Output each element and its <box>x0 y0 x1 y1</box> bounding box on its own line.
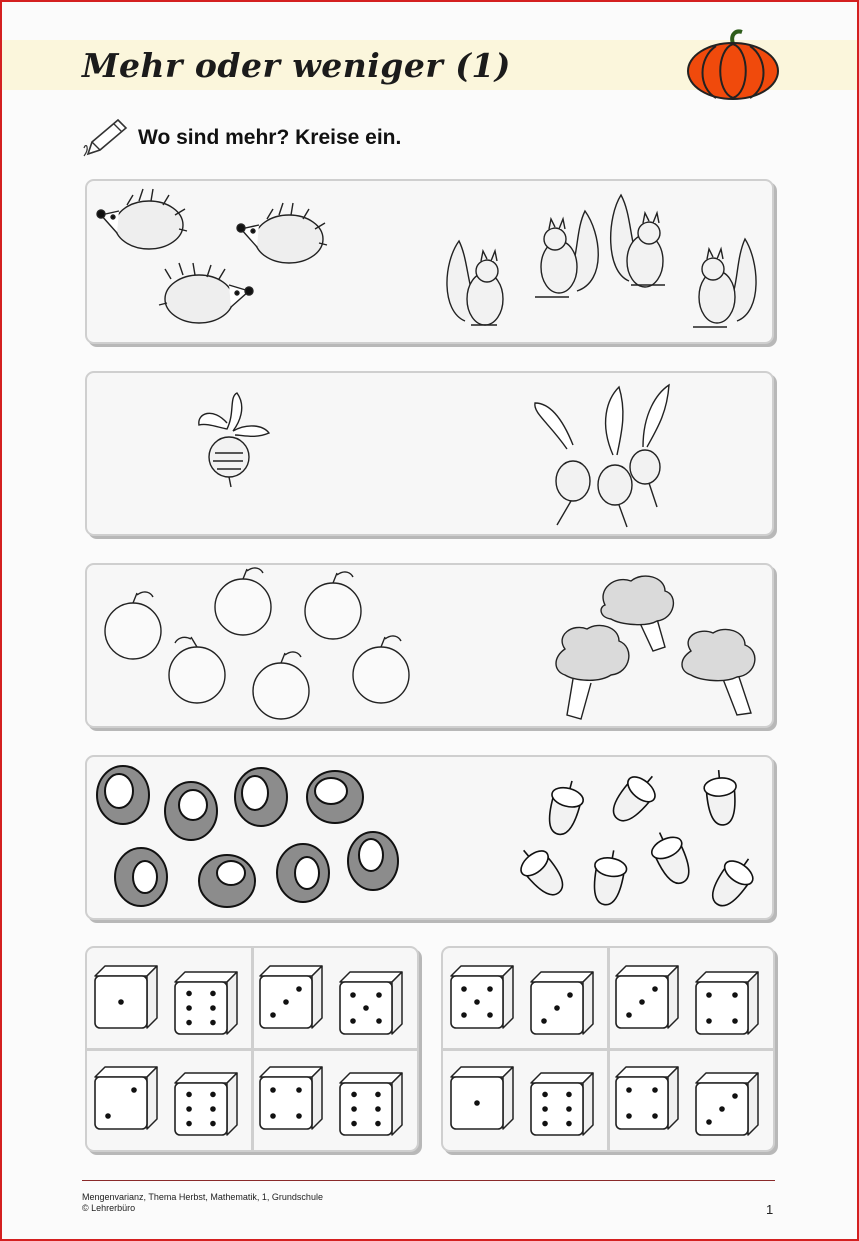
die-pip <box>626 1012 632 1018</box>
chestnut-icon <box>97 766 149 824</box>
die-pip <box>296 1113 302 1119</box>
die-pip <box>270 1113 276 1119</box>
die-icon <box>340 972 402 1034</box>
hedgehog-squirrel-illustration <box>87 181 772 342</box>
chestnut-icon <box>199 855 255 907</box>
comparison-box-apples-cauliflower <box>85 563 774 728</box>
die-pip <box>376 992 382 998</box>
dice-grid-left <box>85 946 419 1152</box>
die-icon <box>260 966 322 1028</box>
squirrel-icon <box>535 211 598 297</box>
chestnut-icon <box>115 848 167 906</box>
task-instruction <box>82 118 401 158</box>
beet-icon <box>535 403 590 525</box>
acorn-icon <box>605 766 665 829</box>
chestnut-icon <box>307 771 363 823</box>
die-pip <box>351 1106 357 1112</box>
die-pip <box>626 1113 632 1119</box>
acorn-icon <box>645 826 697 889</box>
die-icon <box>451 966 513 1028</box>
die-pip <box>652 1113 658 1119</box>
die-pip <box>375 1121 381 1127</box>
footer-divider <box>82 1180 775 1181</box>
apple-icon <box>169 637 225 703</box>
die-pip <box>118 999 124 1005</box>
apple-cauliflower-illustration <box>87 565 772 726</box>
die-pip <box>554 1005 560 1011</box>
die-pip <box>706 1119 712 1125</box>
die-pip <box>652 986 658 992</box>
acorn-icon <box>542 777 587 838</box>
die-icon <box>696 1073 758 1135</box>
apple-icon <box>253 652 309 719</box>
die-pip <box>105 1113 111 1119</box>
acorn-icon <box>511 840 571 903</box>
die-pip <box>296 1087 302 1093</box>
die-pip <box>270 1012 276 1018</box>
die-pip <box>186 1092 192 1098</box>
squirrel-icon <box>693 239 756 327</box>
die-pip <box>732 992 738 998</box>
grid-divider <box>87 1048 417 1051</box>
die-pip <box>706 992 712 998</box>
acorn-icon <box>704 850 762 913</box>
die-icon <box>175 972 237 1034</box>
die-pip <box>474 1100 480 1106</box>
die-pip <box>567 992 573 998</box>
die-pip <box>375 1106 381 1112</box>
die-pip <box>626 1087 632 1093</box>
die-pip <box>210 1005 216 1011</box>
die-pip <box>375 1092 381 1098</box>
die-icon <box>531 972 593 1034</box>
chestnut-icon <box>277 844 329 902</box>
chestnut-icon <box>235 768 287 826</box>
die-icon <box>616 966 678 1028</box>
squirrel-icon <box>447 241 503 325</box>
die-icon <box>340 1073 402 1135</box>
die-pip <box>566 1106 572 1112</box>
die-pip <box>542 1121 548 1127</box>
die-pip <box>639 999 645 1005</box>
die-pip <box>210 991 216 997</box>
dice-grid-right <box>441 946 775 1152</box>
die-icon <box>95 966 157 1028</box>
page-number: 1 <box>766 1202 774 1217</box>
chestnut-icon <box>348 832 398 890</box>
die-pip <box>270 1087 276 1093</box>
die-pip <box>487 1012 493 1018</box>
die-pip <box>351 1121 357 1127</box>
die-pip <box>186 991 192 997</box>
die-pip <box>210 1121 216 1127</box>
die-pip <box>350 992 356 998</box>
die-pip <box>186 1106 192 1112</box>
die-icon <box>531 1073 593 1135</box>
die-pip <box>474 999 480 1005</box>
die-pip <box>210 1106 216 1112</box>
die-pip <box>350 1018 356 1024</box>
die-pip <box>566 1121 572 1127</box>
beet-icon <box>630 385 669 507</box>
die-pip <box>210 1020 216 1026</box>
die-pip <box>732 1093 738 1099</box>
chestnut-icon <box>165 782 217 840</box>
die-pip <box>487 986 493 992</box>
die-pip <box>566 1092 572 1098</box>
hedgehog-icon <box>237 203 327 263</box>
die-pip <box>363 1005 369 1011</box>
comparison-box-hedgehogs-squirrels <box>85 179 774 344</box>
acorn-icon <box>588 848 629 908</box>
die-pip <box>210 1092 216 1098</box>
pencil-icon <box>82 118 130 158</box>
die-pip <box>186 1020 192 1026</box>
die-pip <box>461 1012 467 1018</box>
pumpkin-icon <box>686 28 780 100</box>
die-pip <box>186 1005 192 1011</box>
apple-icon <box>105 592 161 659</box>
page-title: Mehr oder weniger (1) <box>82 46 511 85</box>
hedgehog-icon <box>97 189 187 249</box>
cauliflower-icon <box>556 625 629 719</box>
die-pip <box>376 1018 382 1024</box>
squirrel-icon <box>611 195 665 287</box>
footer-copyright: © Lehrerbüro <box>82 1203 136 1213</box>
beet-icon <box>199 393 269 487</box>
die-pip <box>186 1121 192 1127</box>
die-icon <box>451 1067 513 1129</box>
acorn-icon <box>703 769 740 827</box>
die-pip <box>706 1018 712 1024</box>
die-pip <box>461 986 467 992</box>
die-icon <box>175 1073 237 1135</box>
footer-credits <box>82 1192 323 1214</box>
hedgehog-icon <box>159 263 253 323</box>
grid-divider <box>443 1048 773 1051</box>
die-pip <box>296 986 302 992</box>
die-icon <box>616 1067 678 1129</box>
comparison-box-beets <box>85 371 774 536</box>
die-pip <box>131 1087 137 1093</box>
die-icon <box>260 1067 322 1129</box>
apple-icon <box>305 572 361 639</box>
apple-icon <box>353 636 409 703</box>
chestnut-acorn-illustration <box>87 757 772 918</box>
comparison-box-chestnuts-acorns <box>85 755 774 920</box>
die-pip <box>541 1018 547 1024</box>
footer-subject: Mengenvarianz, Thema Herbst, Mathematik, 1, Grundschule <box>82 1192 323 1202</box>
die-pip <box>652 1087 658 1093</box>
die-pip <box>542 1092 548 1098</box>
die-pip <box>283 999 289 1005</box>
beet-icon <box>598 387 632 527</box>
apple-icon <box>215 568 271 635</box>
die-pip <box>732 1018 738 1024</box>
die-icon <box>95 1067 157 1129</box>
die-pip <box>719 1106 725 1112</box>
die-pip <box>542 1106 548 1112</box>
cauliflower-icon <box>682 629 755 715</box>
die-pip <box>351 1092 357 1098</box>
instruction-text: Wo sind mehr? Kreise ein. <box>138 126 402 149</box>
beet-illustration <box>87 373 772 534</box>
die-icon <box>696 972 758 1034</box>
